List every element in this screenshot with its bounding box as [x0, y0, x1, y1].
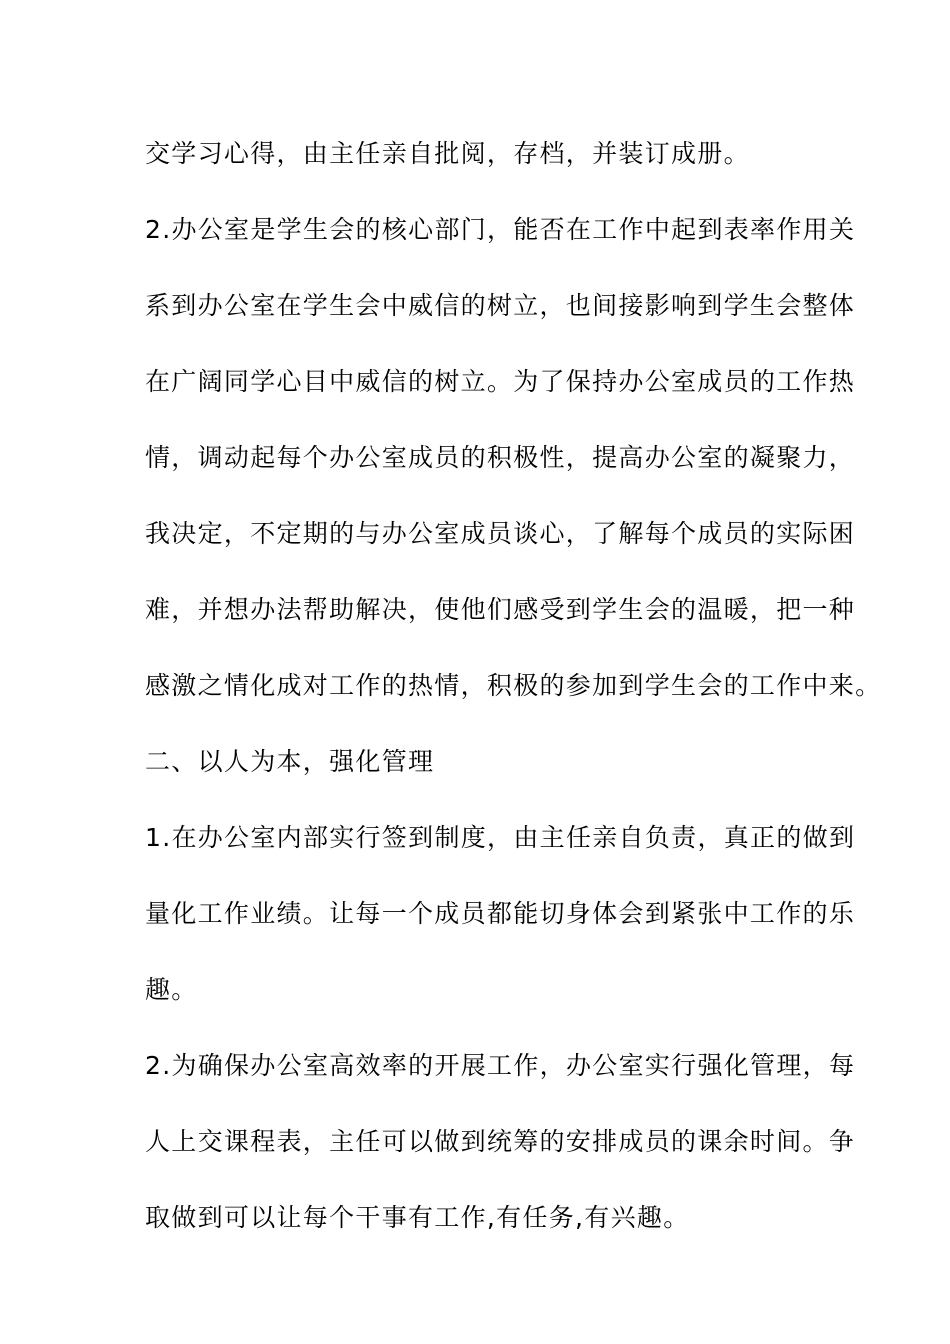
text-line: 交学习心得，由主任亲自批阅，存档，并装订成册。: [145, 139, 750, 168]
text-line: 在广阔同学心目中威信的树立。为了保持办公室成员的工作热: [145, 367, 856, 396]
text-line: 感激之情化成对工作的热情，积极的参加到学生会的工作中来。: [145, 671, 882, 700]
text-line: 1.在办公室内部实行签到制度，由主任亲自负责，真正的做到: [145, 823, 856, 852]
text-line: 情，调动起每个办公室成员的积极性，提高办公室的凝聚力，: [145, 443, 856, 472]
text-line: 系到办公室在学生会中威信的树立，也间接影响到学生会整体: [145, 291, 856, 320]
text-line: 难，并想办法帮助解决，使他们感受到学生会的温暖，把一种: [145, 595, 856, 624]
section-heading: 二、以人为本，强化管理: [145, 747, 435, 776]
document-body: [145, 128, 882, 1268]
text-line: 2.为确保办公室高效率的开展工作，办公室实行强化管理，每: [145, 1051, 856, 1080]
text-line: 我决定，不定期的与办公室成员谈心，了解每个成员的实际困: [145, 519, 856, 548]
text-line: 人上交课程表，主任可以做到统筹的安排成员的课余时间。争: [145, 1127, 856, 1156]
text-line: 量化工作业绩。让每一个成员都能切身体会到紧张中工作的乐: [145, 899, 856, 928]
text-line: 取做到可以让每个干事有工作,有任务,有兴趣。: [145, 1203, 690, 1232]
text-line: 2.办公室是学生会的核心部门，能否在工作中起到表率作用关: [145, 215, 856, 244]
text-line: 趣。: [145, 975, 198, 1004]
